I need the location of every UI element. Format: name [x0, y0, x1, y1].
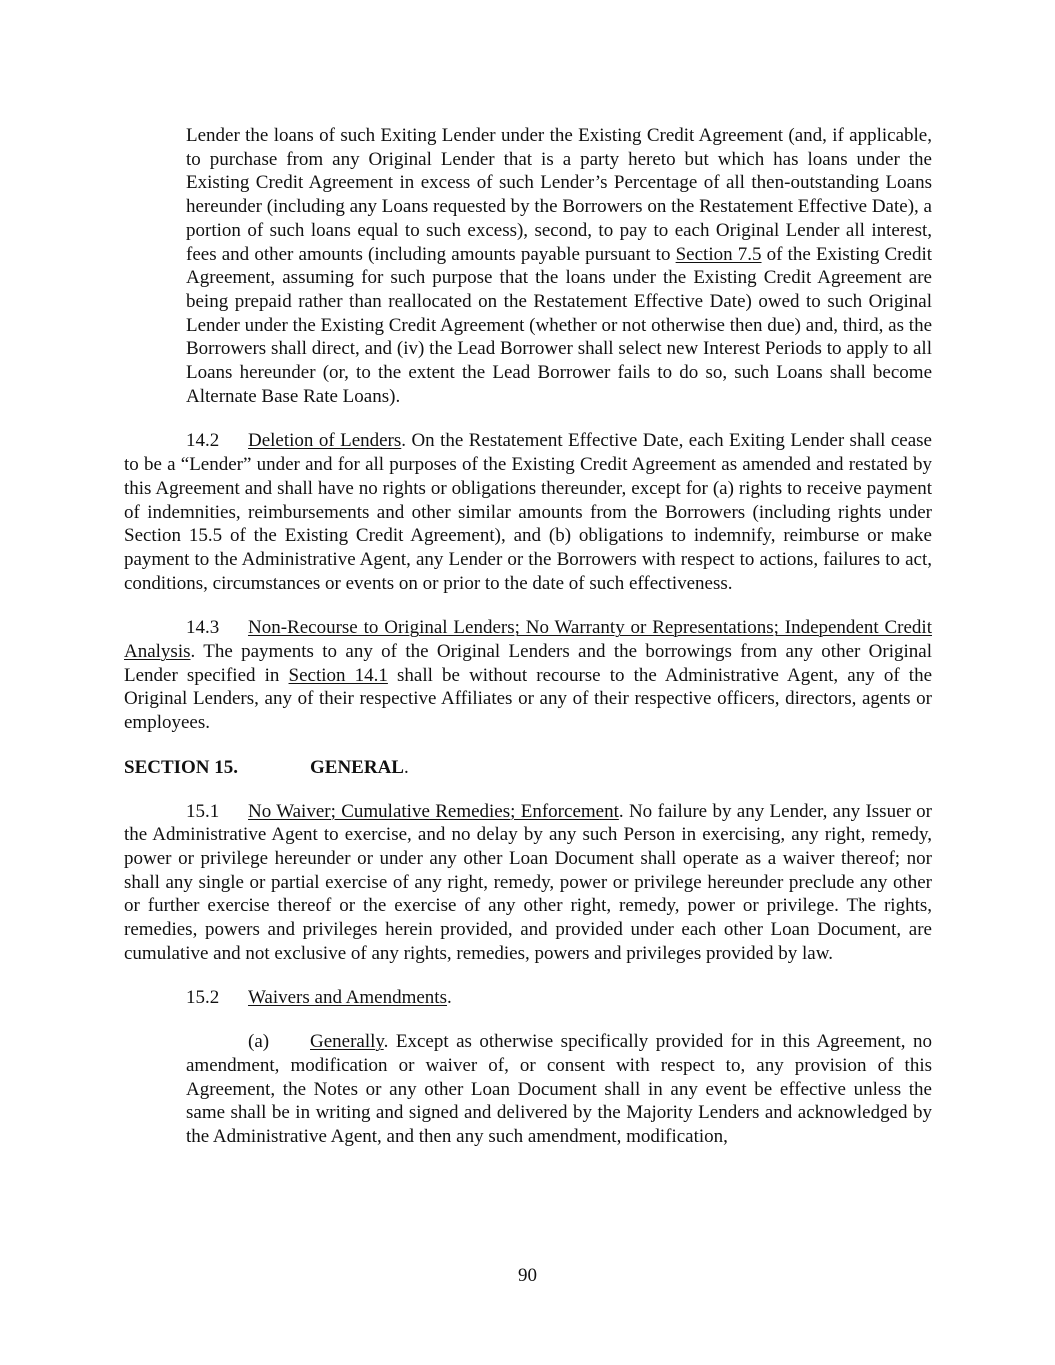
section-15-2-a-paragraph — [186, 1030, 932, 1149]
section-7-5-reference: Section 7.5 — [675, 243, 762, 265]
section-14-1-reference: Section 14.1 — [288, 664, 388, 686]
section-14-2-heading: Deletion of Lenders — [248, 430, 402, 452]
continuation-paragraph — [186, 124, 932, 408]
section-15-2-paragraph — [124, 986, 932, 1010]
section-15-title: GENERAL — [310, 756, 404, 778]
section-15-1-number: 15.1 — [186, 800, 220, 822]
section-14-3-heading: Non-Recourse to Original Lenders; No Warranty or Representations; Independent Credit Analysis — [124, 617, 932, 663]
section-15-2-a-heading: Generally — [310, 1031, 384, 1053]
section-15-2-number: 15.2 — [186, 986, 220, 1008]
section-15-2-heading: Waivers and Amendments — [248, 986, 447, 1008]
section-14-3-number: 14.3 — [186, 617, 220, 639]
section-14-3-body-1: . The payments to any of the Original Lenders and the borrowings from any other Original Lender specified in — [124, 641, 932, 686]
section-14-2-paragraph — [124, 429, 932, 595]
section-14-2-number: 14.2 — [186, 430, 220, 452]
continuation-text-1: Lender the loans of such Exiting Lender under the Existing Credit Agreement (and, if applicable, to purchase from any Original Lender that is a party hereto but which has loans under the Existing Credit Agreement in excess of such Lender’s Percentage of all then-outstanding Loans hereunder (including any Loans requested by the Borrowers on the Restatement Effective Date), a portion of such loans equal to such excess), second, to pay to each Original Lender all interest, fees and other amounts (including amounts payable pursuant to — [186, 125, 932, 265]
page-number: 90 — [518, 1265, 537, 1286]
section-14-2-body: . On the Restatement Effective Date, each Exiting Lender shall cease to be a “Lender” under and for all purposes of the Existing Credit Agreement as amended and restated by this Agreement and shall have no rights or obligations thereunder, except for (a) rights to receive payment of indemnities, reimbursements and other similar amounts from the Borrowers (including rights under Section 15.5 of the Existing Credit Agreement), and (b) obligations to indemnify, reimburse or make payment to the Administrative Agent, any Lender or the Borrowers with respect to actions, failures to act, conditions, circumstances or events on or prior to the date of such effectiveness. — [124, 430, 932, 594]
section-15-1-heading: No Waiver; Cumulative Remedies; Enforcement — [248, 800, 619, 822]
section-15-1-paragraph — [124, 800, 932, 966]
section-15-heading — [124, 756, 932, 780]
section-14-3-body-2: shall be without recourse to the Administrative Agent, any of the Original Lenders, any of their respective Affiliates or any of their respective officers, directors, agents or employees. — [124, 664, 933, 734]
continuation-text-2: of the Existing Credit Agreement, assuming for such purpose that the loans under the Existing Credit Agreement are being prepaid rather than reallocated on the Restatement Effective Date) owed to such Original Lender under the Existing Credit Agreement (whether or not otherwise then due) and, third, as the Borrowers shall direct, and (iv) the Lead Borrower shall select new Interest Periods to apply to all Loans hereunder (or, to the extent the Lead Borrower fails to do so, such Loans shall become Alternate Base Rate Loans). — [186, 243, 932, 407]
section-15-2-trailing: . — [446, 986, 452, 1008]
section-14-3-paragraph — [124, 616, 932, 735]
section-15-2-a-number: (a) — [248, 1031, 270, 1053]
section-15-trailing: . — [403, 756, 409, 778]
document-page — [124, 124, 932, 1149]
section-15-1-body: . No failure by any Lender, any Issuer or the Administrative Agent to exercise, and no delay by any such Person in exercising, any right, remedy, power or privilege hereunder or under any other Loan Document shall operate as a waiver thereof; nor shall any single or partial exercise of any right, remedy, power or privilege hereunder preclude any other or further exercise thereof or the exercise of any other right, remedy, power or privilege. The rights, remedies, powers and privileges herein provided, and provided under each other Loan Document, are cumulative and not exclusive of any rights, remedies, powers and privileges provided by law. — [124, 800, 932, 964]
section-15-2-a-body: . Except as otherwise specifically provided for in this Agreement, no amendment, modification or waiver of, or consent with respect to, any provision of this Agreement, the Notes or any other Loan Document shall in any event be effective unless the same shall be in writing and signed and delivered by the Majority Lenders and acknowledged by the Administrative Agent, and then any such amendment, modification, — [186, 1031, 932, 1148]
section-15-label: SECTION 15. — [124, 756, 239, 778]
